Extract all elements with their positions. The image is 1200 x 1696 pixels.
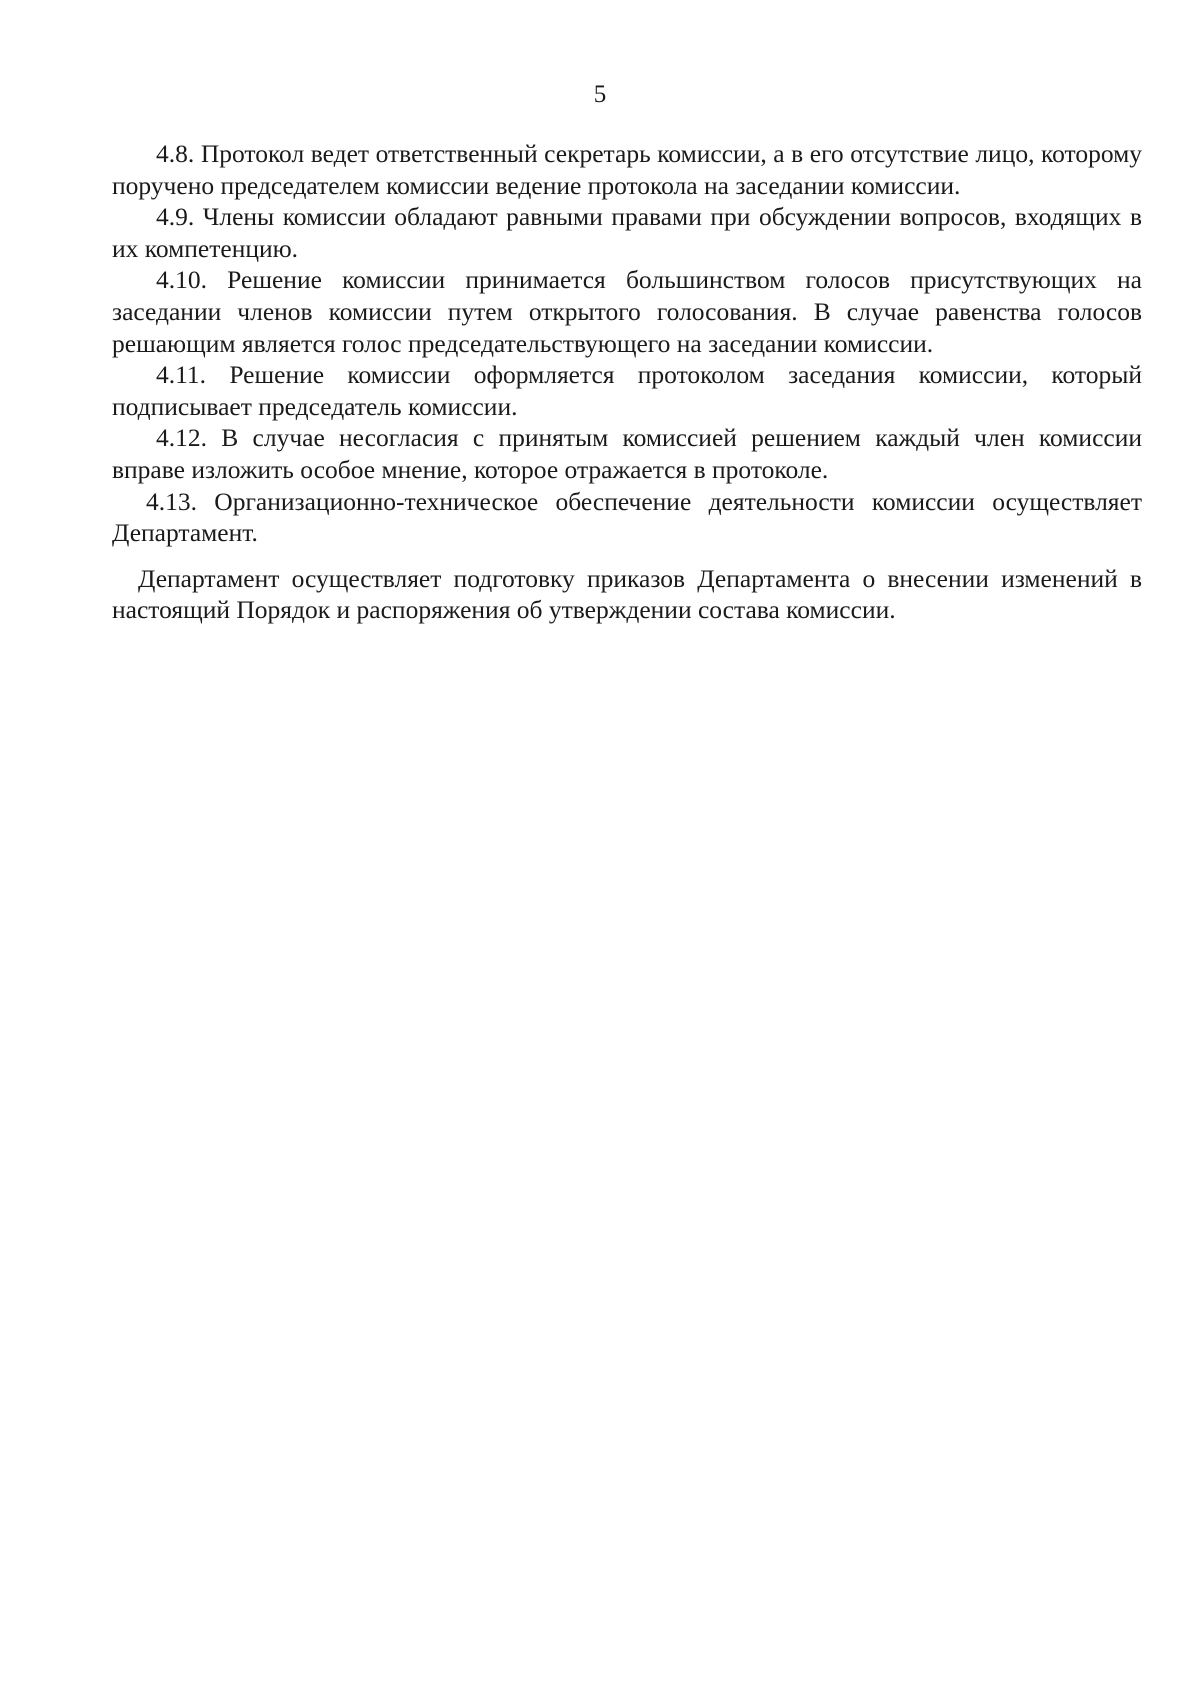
paragraph-4-9: 4.9. Члены комиссии обладают равными правами при обсуждении вопросов, входящих в их компетенцию.: [112, 202, 1142, 263]
paragraph-closing: Департамент осуществляет подготовку приказов Департамента о внесении изменений в настоящий Порядок и распоряжения об утверждении состава комиссии.: [112, 563, 1142, 625]
paragraph-4-8: 4.8. Протокол ведет ответственный секретарь комиссии, а в его отсутствие лицо, которому поручено председателем комиссии ведение протокола на заседании комиссии.: [112, 139, 1142, 200]
paragraph-4-13: 4.13. Организационно-техническое обеспечение деятельности комиссии осуществляет Департамент.: [112, 486, 1142, 548]
paragraph-4-12: 4.12. В случае несогласия с принятым комиссией решением каждый член комиссии вправе изложить особое мнение, которое отражается в протоколе.: [112, 423, 1142, 484]
paragraph-4-10: 4.10. Решение комиссии принимается большинством голосов присутствующих на заседании членов комиссии путем открытого голосования. В случае равенства голосов решающим является голос председательствующего на заседании комиссии.: [112, 265, 1142, 358]
paragraph-4-11: 4.11. Решение комиссии оформляется протоколом заседания комиссии, который подписывает председатель комиссии.: [112, 360, 1142, 421]
page-number: 5: [593, 81, 607, 108]
document-body: [112, 138, 1142, 626]
